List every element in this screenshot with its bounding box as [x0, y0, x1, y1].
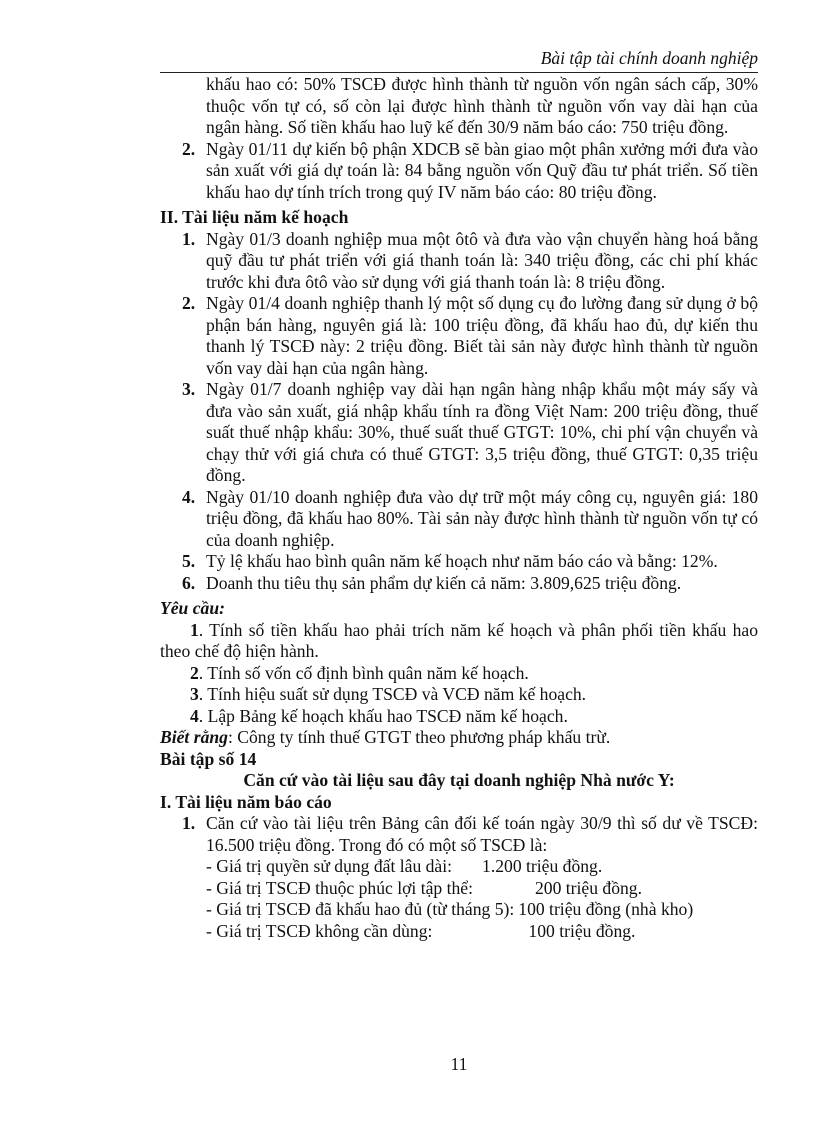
list-item-text: Ngày 01/4 doanh nghiệp thanh lý một số dụng cụ đo lường đang sử dụng ở bộ phận bán hàng, nguyên giá là: 100 triệu đồng, đã khấu hao đủ, dự kiến thu thanh lý TSCĐ này: 2 triệu đồng. Biết tài sản này được hình thành từ nguồn vốn vay dài hạn của ngân hàng.: [206, 293, 758, 378]
list-item-text: Ngày 01/10 doanh nghiệp đưa vào dự trữ một máy công cụ, nguyên giá: 180 triệu đồng, đã khấu hao 80%. Tài sản này được hình thành từ nguồn vốn tự có của doanh nghiệp.: [206, 486, 758, 550]
list-item: [160, 229, 758, 294]
running-header: Bài tập tài chính doanh nghiệp: [540, 48, 758, 68]
asset-line: [160, 899, 758, 921]
list-item-number: 1.: [182, 228, 196, 249]
list-item-text: Căn cứ vào tài liệu trên Bảng cân đối kế toán ngày 30/9 thì số dư về TSCĐ: 16.500 triệu đồng. Trong đó có một số TSCĐ là:: [206, 813, 758, 855]
list-item-text: Ngày 01/3 doanh nghiệp mua một ôtô và đưa vào vận chuyển hàng hoá bằng quỹ đầu tư phát triển với giá thanh toán là: 340 triệu đồng, các chi phí khác trước khi đưa ôtô vào sử dụng với giá thanh toán là: 8 triệu đồng.: [206, 228, 758, 292]
requirement-text: . Tính số vốn cố định bình quân năm kế hoạch.: [198, 662, 529, 683]
list-item-text: Ngày 01/7 doanh nghiệp vay dài hạn ngân hàng nhập khẩu một máy sấy và đưa vào sản xuất, giá nhập khẩu tính ra đồng Việt Nam: 200 triệu đồng, thuế suất thuế nhập khẩu: 30%, thuế suất thuế GTGT: 10%, chi phí vận chuyển và chạy thử với giá chưa có thuế GTGT: 3,5 triệu đồng, thuế GTGT: 0,35 triệu đồng.: [206, 379, 758, 485]
asset-line: [160, 856, 758, 878]
note-label: Biết rằng: [160, 727, 228, 747]
list-item-number: 4.: [182, 486, 196, 507]
paragraph-continued: khấu hao có: 50% TSCĐ được hình thành từ nguồn vốn ngân sách cấp, 30% thuộc vốn tự có, số còn lại được hình thành từ nguồn vốn vay dài hạn của ngân hàng. Số tiền khấu hao luỹ kế đến 30/9 năm báo cáo: 750 triệu đồng.: [206, 74, 758, 137]
asset-value: 100 triệu đồng (nhà kho): [518, 899, 694, 919]
asset-label: - Giá trị TSCĐ thuộc phúc lợi tập thể:: [206, 877, 473, 898]
requirement-number: 4: [190, 705, 199, 726]
section-heading-report: I. Tài liệu năm báo cáo: [160, 791, 332, 812]
asset-value: 200 triệu đồng.: [534, 877, 642, 898]
asset-label: - Giá trị TSCĐ không cần dùng:: [206, 920, 433, 941]
list-item: [160, 551, 758, 573]
list-item-number: 1.: [182, 813, 196, 833]
exercise-subtitle: Căn cứ vào tài liệu sau đây tại doanh nghiệp Nhà nước Y:: [243, 770, 675, 790]
list-item-number: 6.: [182, 572, 196, 593]
list-item: [160, 573, 758, 595]
requirement-item: [160, 620, 758, 663]
requirement-text: . Tính số tiền khấu hao phải trích năm kế hoạch và phân phối tiền khấu hao theo chế độ hiện hành.: [160, 619, 758, 661]
list-item: [160, 139, 758, 204]
list-item: [160, 293, 758, 379]
asset-value: 1.200 triệu đồng.: [482, 856, 603, 876]
note-text: : Công ty tính thuế GTGT theo phương pháp khấu trừ.: [227, 727, 611, 747]
requirement-item: [160, 684, 758, 706]
list-item-text: Tỷ lệ khấu hao bình quân năm kế hoạch như năm báo cáo và bằng: 12%.: [206, 551, 718, 571]
page-content: [160, 74, 758, 942]
requirement-number: 1: [190, 619, 199, 640]
list-item-number: 2.: [182, 293, 196, 313]
requirement-number: 3: [190, 684, 199, 704]
list-item: [160, 487, 758, 552]
asset-value: 100 triệu đồng.: [528, 920, 636, 941]
section-heading-plan: II. Tài liệu năm kế hoạch: [160, 207, 349, 227]
asset-line: [160, 878, 758, 900]
list-item-text: Ngày 01/11 dự kiến bộ phận XDCB sẽ bàn giao một phân xưởng mới đưa vào sản xuất với giá dự toán là: 84 bằng nguồn vốn Quỹ đầu tư phát triển. Số tiền khấu hao dự tính trích trong quý IV năm báo cáo: 80 triệu đồng.: [206, 138, 758, 202]
requirement-text: . Tính hiệu suất sử dụng TSCĐ và VCĐ năm kế hoạch.: [198, 684, 587, 704]
exercise-title: Bài tập số 14: [160, 748, 257, 769]
asset-line: [160, 921, 758, 943]
requirement-text: . Lập Bảng kế hoạch khấu hao TSCĐ năm kế hoạch.: [198, 705, 568, 726]
requirement-number: 2: [190, 662, 199, 683]
requirements-heading: Yêu cầu:: [160, 598, 225, 618]
requirement-item: [160, 663, 758, 685]
list-item-number: 3.: [182, 379, 196, 399]
list-item-number: 5.: [182, 551, 196, 571]
list-item: [160, 813, 758, 856]
page-number: 11: [450, 1054, 468, 1074]
note-line: [160, 727, 758, 749]
list-item: [160, 379, 758, 487]
requirement-item: [160, 706, 758, 728]
list-item-text: Doanh thu tiêu thụ sản phẩm dự kiến cả năm: 3.809,625 triệu đồng.: [206, 572, 682, 593]
asset-label: - Giá trị quyền sử dụng đất lâu dài:: [206, 856, 453, 876]
header-rule: [160, 72, 758, 73]
list-item-number: 2.: [182, 138, 196, 159]
asset-label: - Giá trị TSCĐ đã khấu hao đủ (từ tháng 5):: [206, 899, 515, 919]
